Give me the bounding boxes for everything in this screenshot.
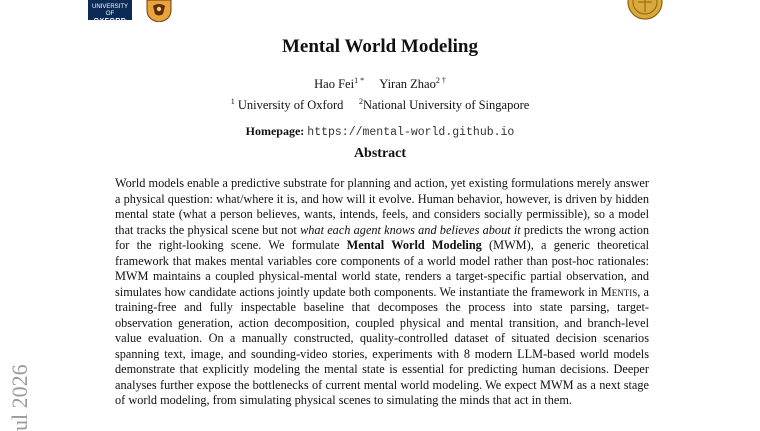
abstract-text: (MWM), a generic theoretical framework that makes mental variables core components of a world model rather than post-hoc rationales: MWM maintains a coupled physical-mental world state, renders a target-specific partial observation, and simulates how candidate actions jointly update both components. We instantiate the framework in <box>115 238 649 299</box>
homepage-link[interactable]: https://mental-world.github.io <box>307 126 515 139</box>
abstract-text: predicts the wrong action for the right-looking scene. We formulate <box>115 222 649 252</box>
affiliation-list <box>0 97 760 113</box>
abstract-method-name: Mentis <box>600 284 638 299</box>
author-list <box>0 76 760 92</box>
homepage-line <box>0 124 760 139</box>
abstract-italic-phrase: what each agent knows and believes about it <box>300 222 521 237</box>
affiliation-mark: 2 <box>359 97 363 106</box>
author-mark: 1 * <box>354 76 365 85</box>
homepage-label: Homepage: <box>245 124 305 138</box>
affiliation-mark: 1 <box>230 97 235 106</box>
paper-title: Mental World Modeling <box>282 36 478 57</box>
abstract-text: , a training-free and fully inspectable baseline that decomposes the process into state parsing, target-observation generation, action decomposition, coupled physical and mental transition, and branch-level value evaluation. On a manually constructed, quality-controlled dataset of situated decision scenarios spanning text, image, and sounding-video stories, experiments with 8 modern LLM-based world models demonstrate that explicitly modeling the mental state is essential for predicting human decisions. Deeper analyses further expose the bottlenecks of current mental world modeling. We expect MWM as a next stage of world modeling, from simulating physical scenes to simulating the minds that act in them. <box>115 284 650 407</box>
author-name: Hao Fei <box>314 77 355 92</box>
oxford-logo-small-text: UNIVERSITY OF <box>91 4 128 17</box>
abstract-heading: Abstract <box>353 146 407 161</box>
affiliation-name: National University of Singapore <box>363 98 530 113</box>
nus-crest-icon <box>145 0 173 22</box>
oxford-logo <box>88 0 132 25</box>
abstract-text: World models enable a predictive substrate for planning and action, yet existing formulations merely answer a physical question: what/where it is, and how will it evolve. Human behavior, however, is driven by hidden mental state (what a person believes, wants, intends, feels, and considers socially permissible), so a model that tracks the physical scene but not <box>115 176 649 237</box>
abstract-body <box>115 176 649 409</box>
author-mark: 2 † <box>435 76 446 85</box>
university-seal-icon <box>626 0 664 20</box>
author-name: Yiran Zhao <box>379 77 436 92</box>
abstract-bold-term: Mental World Modeling <box>346 238 482 252</box>
affiliation-name: University of Oxford <box>237 98 344 113</box>
oxford-logo-text: OXFORD <box>93 18 127 25</box>
arxiv-sidebar-date: ul 2026 <box>7 364 32 431</box>
